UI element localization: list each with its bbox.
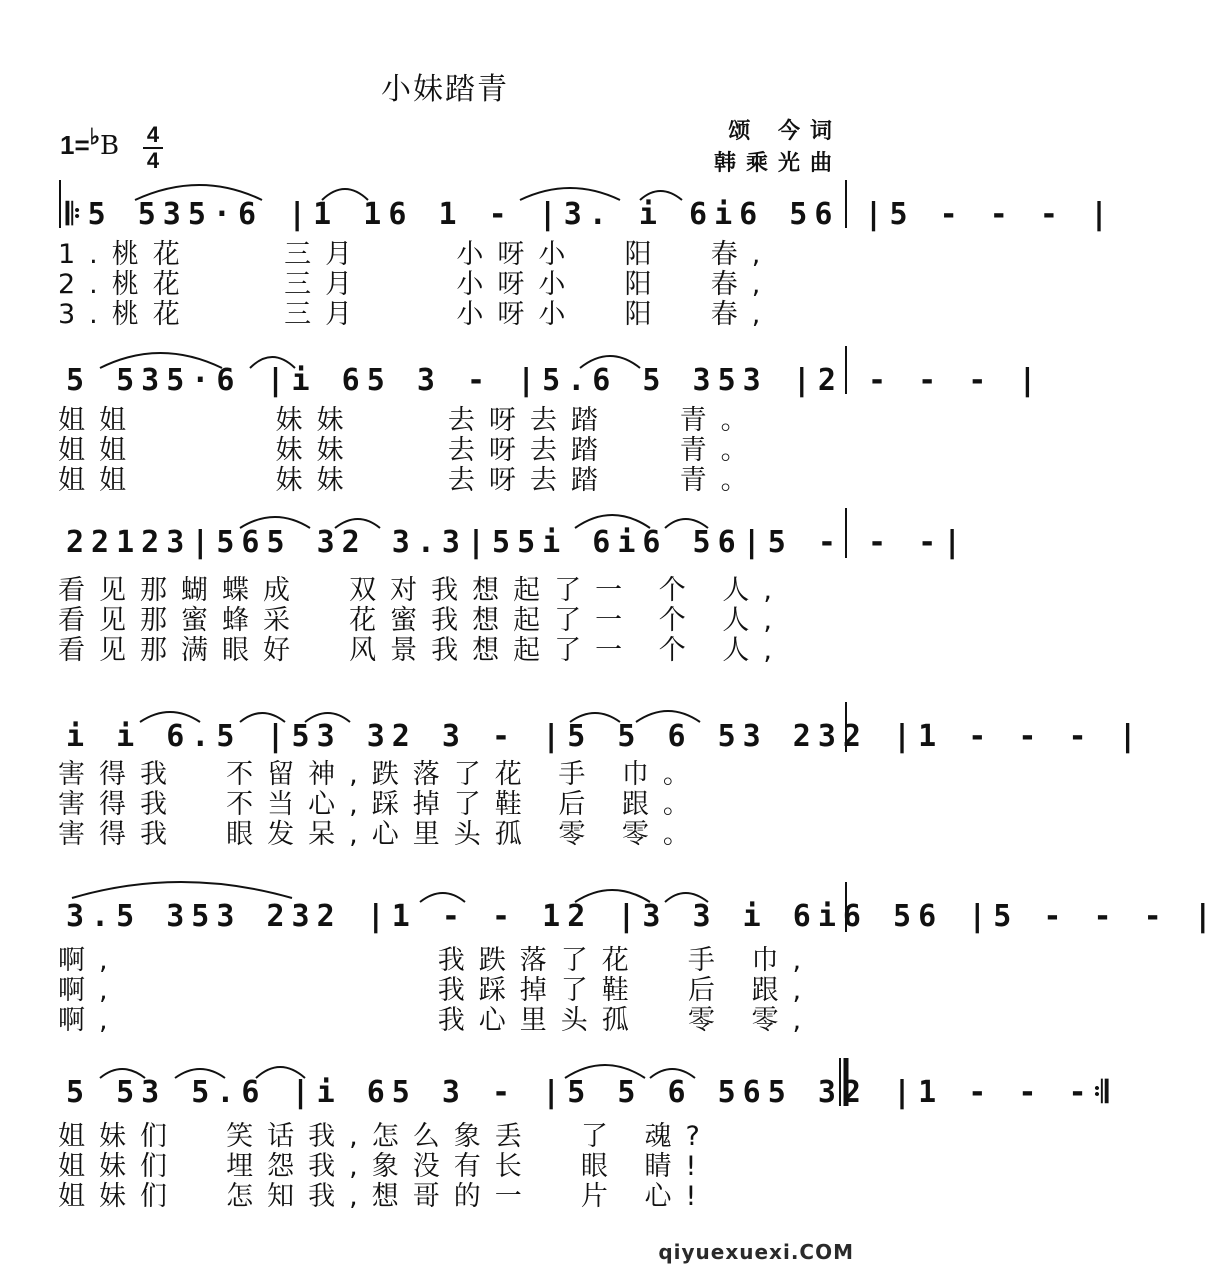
lyric-row-6-verse-2: 姐妹们 埋怨我,象没有长 眼 睛! xyxy=(58,1151,711,1182)
notes-row-3: 22123|565 32 3.3|55i 6i6 56|5 - - -| xyxy=(66,525,969,560)
lyric-row-6-verse-1: 姐妹们 笑话我,怎么象丢 了 魂? xyxy=(58,1121,714,1152)
lyricist-credit: 颂 今词 xyxy=(728,118,842,144)
lyric-row-3-verse-3: 看见那满眼好 风景我想起了一 个 人, xyxy=(58,635,786,666)
key-prefix: 1= xyxy=(60,130,90,160)
lyric-row-3-verse-1: 看见那蝴蝶成 双对我想起了一 个 人, xyxy=(58,575,786,606)
notes-row-4: i i 6.5 |53 32 3 - |5 5 6 53 232 |1 - - - | xyxy=(66,719,1144,754)
lyric-row-4-verse-2: 害得我 不当心,踩掉了鞋 后 跟。 xyxy=(58,789,704,820)
lyric-row-5-verse-1: 啊, 我跌落了花 手 巾, xyxy=(58,945,816,976)
notes-row-5: 3.5 353 232 |1 - - 12 |3 3 i 6i6 56 |5 - - - | xyxy=(66,899,1219,934)
notation-row-2 xyxy=(0,356,1044,406)
site-watermark: qiyuexuexi.COM xyxy=(658,1240,854,1264)
composer-credit: 韩乘光曲 xyxy=(713,150,842,176)
lyric-row-2-verse-3: 姐姐 妹妹 去呀去踏 青。 xyxy=(58,465,762,496)
flat-sign: ♭ xyxy=(89,124,101,149)
key-signature xyxy=(60,124,120,161)
lyric-row-2-verse-2: 姐姐 妹妹 去呀去踏 青。 xyxy=(58,435,762,466)
lyric-row-1-verse-3: 3.桃花 三月 小呀小 阳 春, xyxy=(58,299,775,330)
lyric-row-4-verse-1: 害得我 不留神,跌落了花 手 巾。 xyxy=(58,759,704,790)
lyric-row-2-verse-1: 姐姐 妹妹 去呀去踏 青。 xyxy=(58,405,762,436)
lyric-row-5-verse-2: 啊, 我踩掉了鞋 后 跟, xyxy=(58,975,816,1006)
key-note: B xyxy=(100,131,120,161)
meter-top: 4 xyxy=(146,122,160,147)
lyric-row-3-verse-2: 看见那蜜蜂采 花蜜我想起了一 个 人, xyxy=(58,605,786,636)
song-title: 小妹踏青 xyxy=(381,72,509,107)
notation-row-6 xyxy=(0,1068,1116,1118)
lyric-row-5-verse-3: 啊, 我心里头孤 零 零, xyxy=(58,1005,816,1036)
notation-row-5 xyxy=(0,892,1219,942)
notation-row-1 xyxy=(0,190,1116,240)
lyric-row-1-verse-1: 1.桃花 三月 小呀小 阳 春, xyxy=(58,239,775,270)
meter-bottom: 4 xyxy=(146,148,160,173)
lyric-row-6-verse-3: 姐妹们 怎知我,想哥的一 片 心! xyxy=(58,1181,711,1212)
notation-row-3 xyxy=(0,518,969,568)
time-signature xyxy=(143,124,163,172)
notes-row-1: 𝄆5 535·6 |1 16 1 - |3. i 6i6 56 |5 - - - | xyxy=(66,197,1116,232)
notes-row-2: 5 535·6 |i 65 3 - |5.6 5 353 |2 - - - | xyxy=(66,363,1044,398)
lyric-row-1-verse-2: 2.桃花 三月 小呀小 阳 春, xyxy=(58,269,775,300)
notes-row-6: 5 53 5.6 |i 65 3 - |5 5 6 565 32 |1 - - -𝄇 xyxy=(66,1075,1116,1110)
notation-row-4 xyxy=(0,712,1144,762)
lyric-row-4-verse-3: 害得我 眼发呆,心里头孤 零 零。 xyxy=(58,819,704,850)
